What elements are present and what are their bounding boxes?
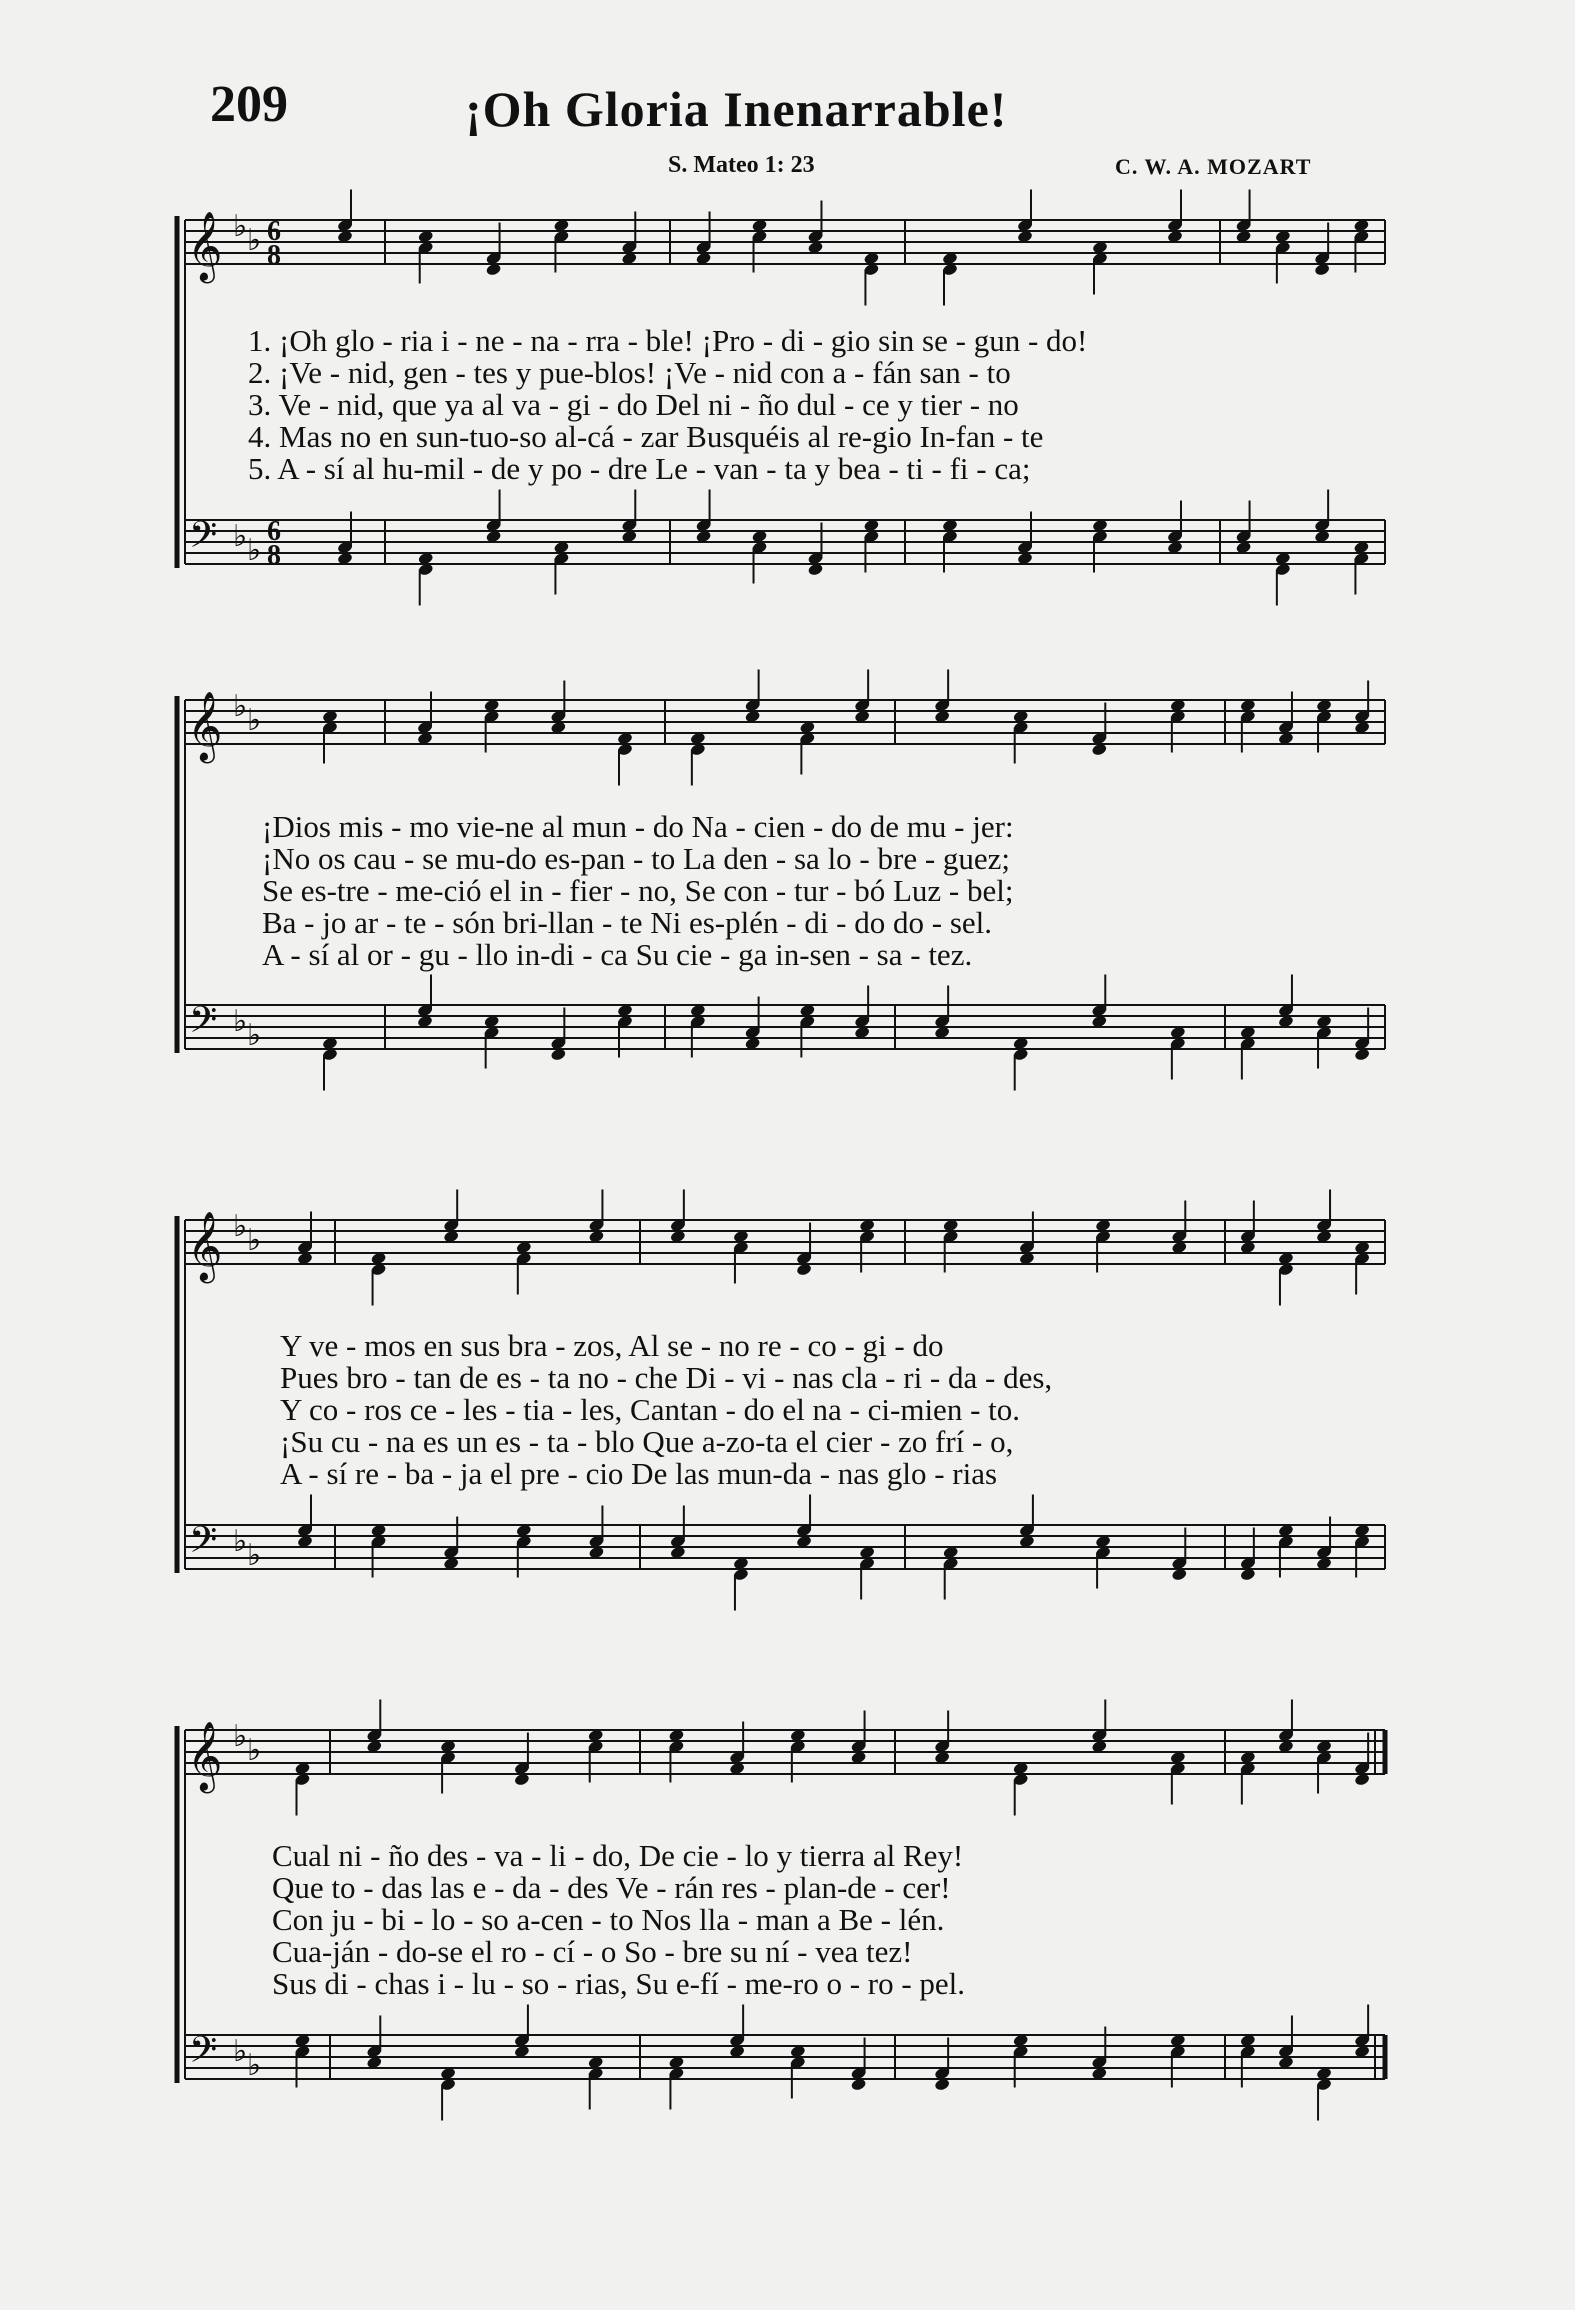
key-flat: ♭ bbox=[233, 1004, 248, 1039]
hymn-number: 209 bbox=[210, 76, 288, 133]
lyric-line: Con ju - bi - lo - so a-cen - to Nos lla - man a Be - lén. bbox=[272, 1902, 945, 1937]
key-flat: ♭ bbox=[233, 2034, 248, 2069]
treble-clef: 𝄞 bbox=[187, 1721, 223, 1791]
lyric-line: Y co - ros ce - les - tia - les, Cantan - do el na - ci-mien - to. bbox=[280, 1392, 1021, 1427]
lyric-line: Se es-tre - me-ció el in - fier - no, Se con - tur - bó Luz - bel; bbox=[262, 873, 1014, 908]
key-flat: ♭ bbox=[247, 2048, 262, 2083]
key-flat: ♭ bbox=[247, 1018, 262, 1053]
time-signature-bottom: 8 bbox=[267, 540, 281, 571]
lyric-line: Cual ni - ño des - va - li - do, De cie - lo y tierra al Rey! bbox=[272, 1838, 964, 1873]
treble-clef: 𝄞 bbox=[187, 211, 223, 281]
time-signature-top: 6 bbox=[267, 516, 281, 547]
key-flat: ♭ bbox=[247, 533, 262, 568]
key-flat: ♭ bbox=[233, 1209, 248, 1244]
hymn-title: ¡Oh Gloria Inenarrable! bbox=[465, 81, 1008, 137]
lyric-line: Ba - jo ar - te - són bri-llan - te Ni es-plén - di - do do - sel. bbox=[262, 905, 993, 940]
lyric-line: ¡Su cu - na es un es - ta - blo Que a-zo-ta el cier - zo frí - o, bbox=[280, 1424, 1014, 1459]
lyric-line: 5. A - sí al hu-mil - de y po - dre Le - van - ta y bea - ti - fi - ca; bbox=[248, 451, 1031, 486]
key-flat: ♭ bbox=[247, 1733, 262, 1768]
treble-clef: 𝄞 bbox=[187, 1211, 223, 1281]
lyric-line: 3. Ve - nid, que ya al va - gi - do Del ni - ño dul - ce y tier - no bbox=[248, 387, 1019, 422]
time-signature-top: 6 bbox=[267, 216, 281, 247]
lyric-line: ¡No os cau - se mu-do es-pan - to La den - sa lo - bre - guez; bbox=[262, 841, 1011, 876]
bass-clef: 𝄢 bbox=[189, 999, 218, 1050]
key-flat: ♭ bbox=[247, 1538, 262, 1573]
key-flat: ♭ bbox=[233, 689, 248, 724]
composer-credit: C. W. A. MOZART bbox=[1115, 154, 1312, 179]
lyric-line: Y ve - mos en sus bra - zos, Al se - no re - co - gi - do bbox=[280, 1328, 944, 1363]
lyric-line: 2. ¡Ve - nid, gen - tes y pue-blos! ¡Ve - nid con a - fán san - to bbox=[248, 355, 1011, 390]
lyric-line: 1. ¡Oh glo - ria i - ne - na - rra - ble! ¡Pro - di - gio sin se - gun - do! bbox=[248, 323, 1088, 358]
bass-clef: 𝄢 bbox=[189, 2029, 218, 2080]
treble-clef: 𝄞 bbox=[187, 691, 223, 761]
bass-clef: 𝄢 bbox=[189, 514, 218, 565]
lyric-line: A - sí re - ba - ja el pre - cio De las mun-da - nas glo - rias bbox=[280, 1456, 998, 1491]
bass-clef: 𝄢 bbox=[189, 1519, 218, 1570]
key-flat: ♭ bbox=[233, 1719, 248, 1754]
lyric-line: Pues bro - tan de es - ta no - che Di - vi - nas cla - ri - da - des, bbox=[280, 1360, 1053, 1395]
lyric-line: ¡Dios mis - mo vie-ne al mun - do Na - cien - do de mu - jer: bbox=[262, 809, 1014, 844]
time-signature-bottom: 8 bbox=[267, 240, 281, 271]
scripture-reference: S. Mateo 1: 23 bbox=[668, 152, 815, 178]
lyric-line: A - sí al or - gu - llo in-di - ca Su cie - ga in-sen - sa - tez. bbox=[262, 937, 973, 972]
key-flat: ♭ bbox=[247, 223, 262, 258]
key-flat: ♭ bbox=[233, 209, 248, 244]
lyric-line: Cua-ján - do-se el ro - cí - o So - bre su ní - vea tez! bbox=[272, 1934, 913, 1969]
key-flat: ♭ bbox=[247, 703, 262, 738]
lyric-line: 4. Mas no en sun-tuo-so al-cá - zar Busquéis al re-gio In-fan - te bbox=[248, 419, 1044, 454]
key-flat: ♭ bbox=[233, 519, 248, 554]
lyric-line: Que to - das las e - da - des Ve - rán res - plan-de - cer! bbox=[272, 1870, 951, 1905]
lyric-line: Sus di - chas i - lu - so - rias, Su e-fí - me-ro o - ro - pel. bbox=[272, 1966, 966, 2001]
key-flat: ♭ bbox=[247, 1223, 262, 1258]
key-flat: ♭ bbox=[233, 1524, 248, 1559]
